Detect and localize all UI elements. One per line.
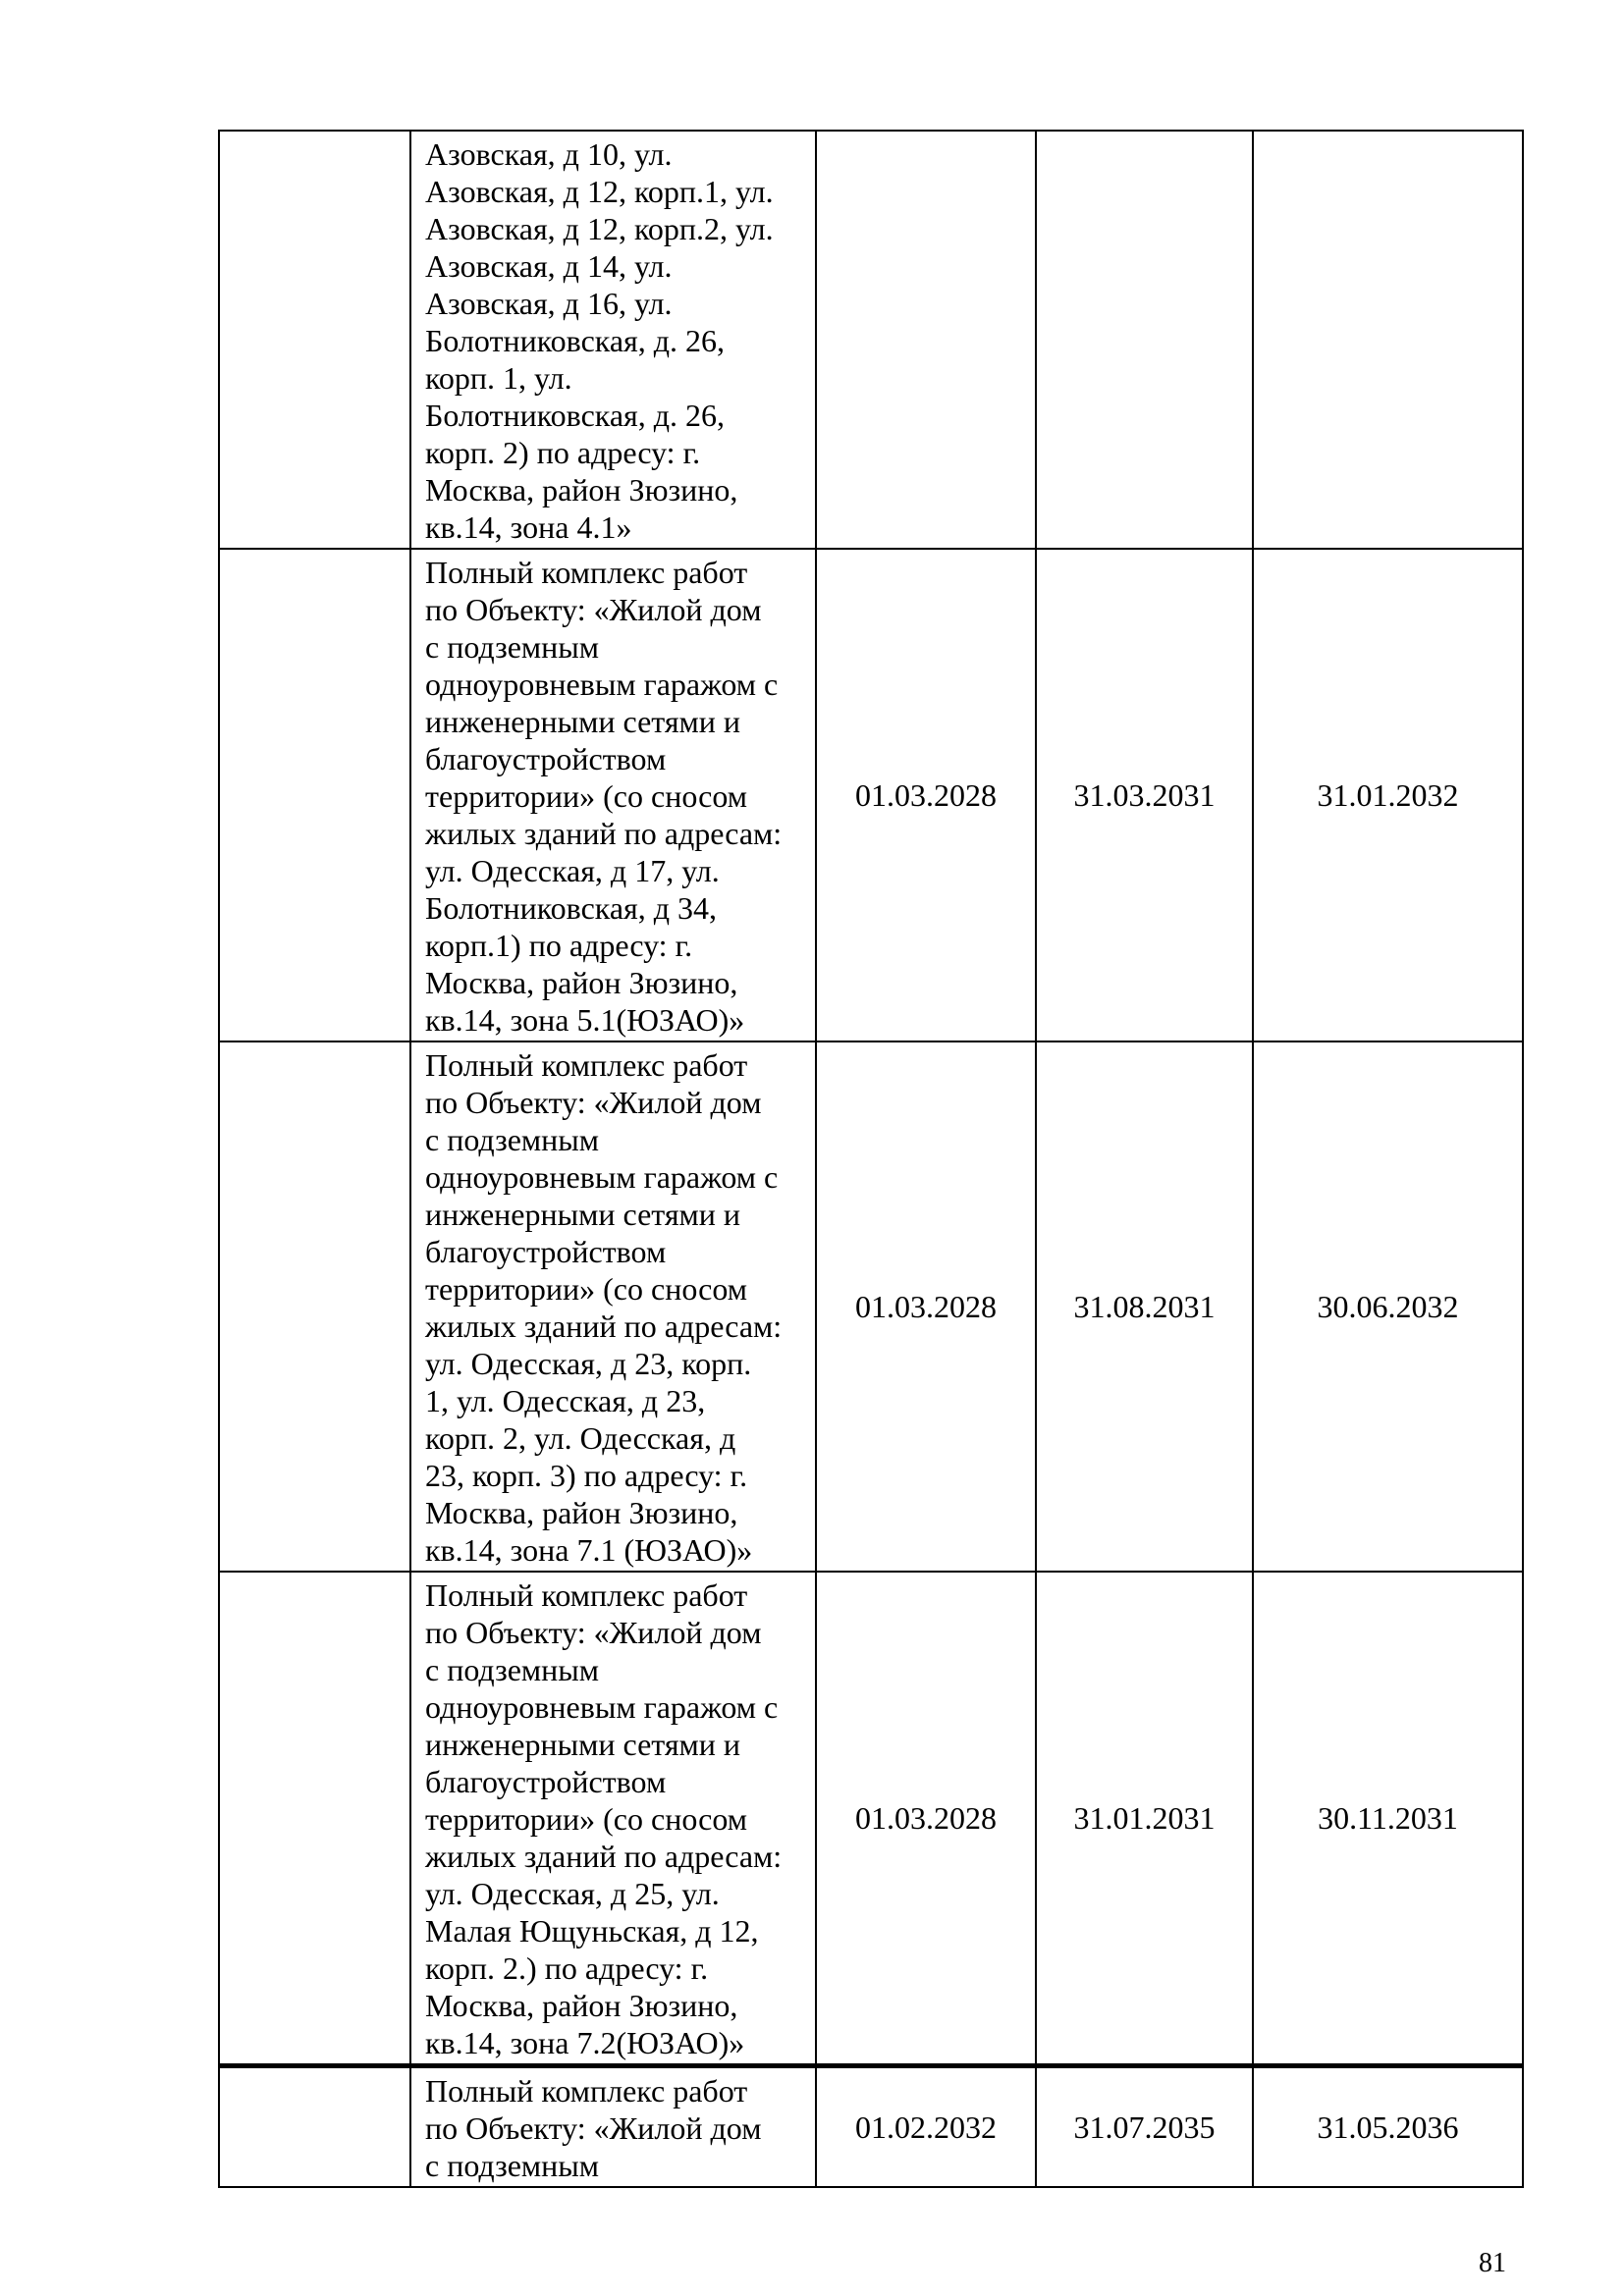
index-cell [219,1572,410,2066]
works-schedule-table [218,130,1524,2188]
start-date: 01.03.2028 [816,549,1036,1041]
start-date: 01.03.2028 [816,1572,1036,2066]
end-date [1036,131,1253,549]
end-date: 31.07.2035 [1036,2066,1253,2188]
work-description: Полный комплекс работ по Объекту: «Жилой дом с подземным [410,2066,816,2188]
start-date: 01.02.2032 [816,2066,1036,2188]
work-description: Полный комплекс работ по Объекту: «Жилой дом с подземным одноуровневым гаражом с инженерными сетями и благоустройством территории» (со сносом жилых зданий по адресам: ул. Одесская, д 17, ул. Болотниковская, д 34, корп.1) по адресу: г. Москва, район Зюзино, кв.14, зона 5.1(ЮЗАО)» [410,549,816,1041]
index-cell [219,1041,410,1572]
table-row [219,131,1523,549]
end-date: 31.01.2031 [1036,1572,1253,2066]
end-date: 31.03.2031 [1036,549,1253,1041]
final-date: 30.06.2032 [1253,1041,1523,1572]
page-number: 81 [1479,2248,1506,2278]
table-row [219,1041,1523,1572]
table-row [219,549,1523,1041]
table-row [219,1572,1523,2066]
start-date: 01.03.2028 [816,1041,1036,1572]
table-row [219,2066,1523,2188]
final-date: 31.01.2032 [1253,549,1523,1041]
final-date: 31.05.2036 [1253,2066,1523,2188]
work-description: Азовская, д 10, ул. Азовская, д 12, корп.1, ул. Азовская, д 12, корп.2, ул. Азовская, д 14, ул. Азовская, д 16, ул. Болотниковская, д. 26, корп. 1, ул. Болотниковская, д. 26, корп. 2) по адресу: г. Москва, район Зюзино, кв.14, зона 4.1» [410,131,816,549]
start-date [816,131,1036,549]
final-date [1253,131,1523,549]
index-cell [219,131,410,549]
index-cell [219,549,410,1041]
work-description: Полный комплекс работ по Объекту: «Жилой дом с подземным одноуровневым гаражом с инженерными сетями и благоустройством территории» (со сносом жилых зданий по адресам: ул. Одесская, д 25, ул. Малая Ющуньская, д 12, корп. 2.) по адресу: г. Москва, район Зюзино, кв.14, зона 7.2(ЮЗАО)» [410,1572,816,2066]
final-date: 30.11.2031 [1253,1572,1523,2066]
end-date: 31.08.2031 [1036,1041,1253,1572]
work-description: Полный комплекс работ по Объекту: «Жилой дом с подземным одноуровневым гаражом с инженерными сетями и благоустройством территории» (со сносом жилых зданий по адресам: ул. Одесская, д 23, корп. 1, ул. Одесская, д 23, корп. 2, ул. Одесская, д 23, корп. 3) по адресу: г. Москва, район Зюзино, кв.14, зона 7.1 (ЮЗАО)» [410,1041,816,1572]
index-cell [219,2066,410,2188]
